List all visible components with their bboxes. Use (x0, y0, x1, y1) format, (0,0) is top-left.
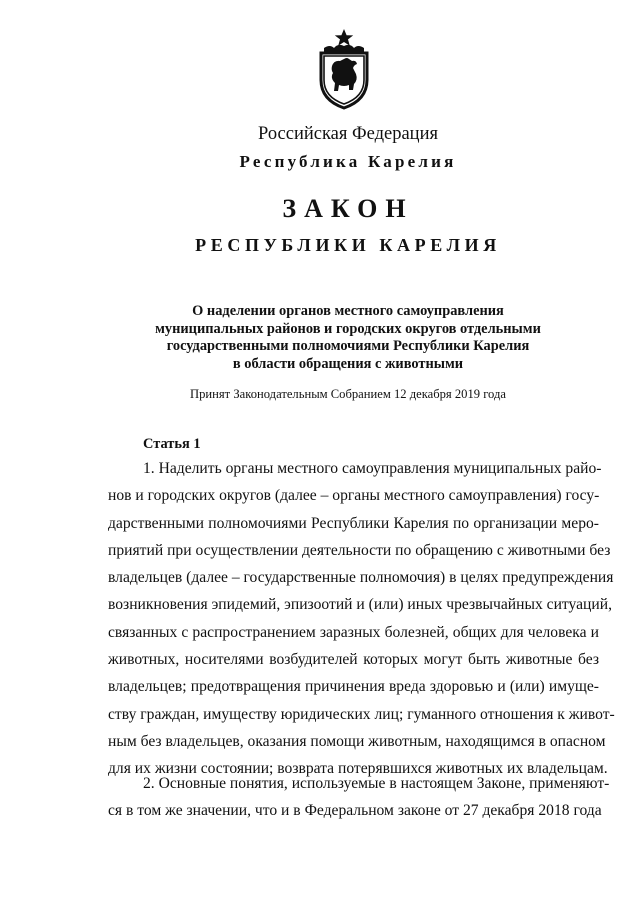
paragraph-line: владельцев; предотвращения причинения вреда здоровью и (или) имуще- (108, 678, 599, 696)
law-title-line: в области обращения с животными (232, 355, 464, 372)
paragraph-line: нов и городских округов (далее – органы местного самоуправления) госу- (108, 487, 600, 505)
paragraph-line: животных, носителями возбудителей которых могут быть животные без (108, 651, 599, 669)
article-paragraph-2 (108, 770, 610, 825)
law-title-line: муниципальных районов и городских округов отдельными (155, 320, 541, 337)
karelia-coat-of-arms-icon (316, 28, 372, 110)
article-paragraph-1 (108, 455, 615, 783)
law-title (28, 303, 640, 373)
adoption-note: Принят Законодательным Собранием 12 декабря 2019 года (190, 387, 506, 401)
paragraph-line: ся в том же значении, что и в Федеральном законе от 27 декабря 2018 года (108, 802, 602, 820)
paragraph-line: 1. Наделить органы местного самоуправления муниципальных райо- (143, 460, 602, 477)
law-title-line: государственными полномочиями Республики Карелия (166, 338, 530, 354)
paragraph-line: приятий при осуществлении деятельности по обращению с животными без (108, 541, 611, 559)
paragraph-line: ным без владельцев, оказания помощи животным, находящимся в опасном (108, 732, 606, 750)
article-heading: Статья 1 (143, 436, 201, 452)
paragraph-line: дарственными полномочиями Республики Карелия по организации меро- (108, 514, 599, 532)
paragraph-line: ству граждан, имуществу юридических лиц; гуманного отношения к живот- (108, 705, 615, 723)
paragraph-line: для их жизни состоянии; возврата потерявшихся животных их владельцам. (108, 760, 608, 778)
republic-name: Республика Карелия (239, 152, 457, 171)
country-name: Российская Федерация (257, 124, 438, 144)
paragraph-line: возникновения эпидемий, эпизоотий и (или) иных чрезвычайных ситуаций, (108, 596, 612, 614)
document-type-heading: ЗАКОН (282, 194, 414, 223)
paragraph-line: 2. Основные понятия, используемые в настоящем Законе, применяют- (143, 775, 610, 792)
law-title-line: О наделении органов местного самоуправления (192, 303, 504, 319)
paragraph-line: владельцев (далее – государственные полномочия) в целях предупреждения (108, 569, 614, 587)
paragraph-line: связанных с распространением заразных болезней, общих для человека и (108, 623, 599, 641)
issuer-heading: РЕСПУБЛИКИ КАРЕЛИЯ (195, 235, 501, 255)
